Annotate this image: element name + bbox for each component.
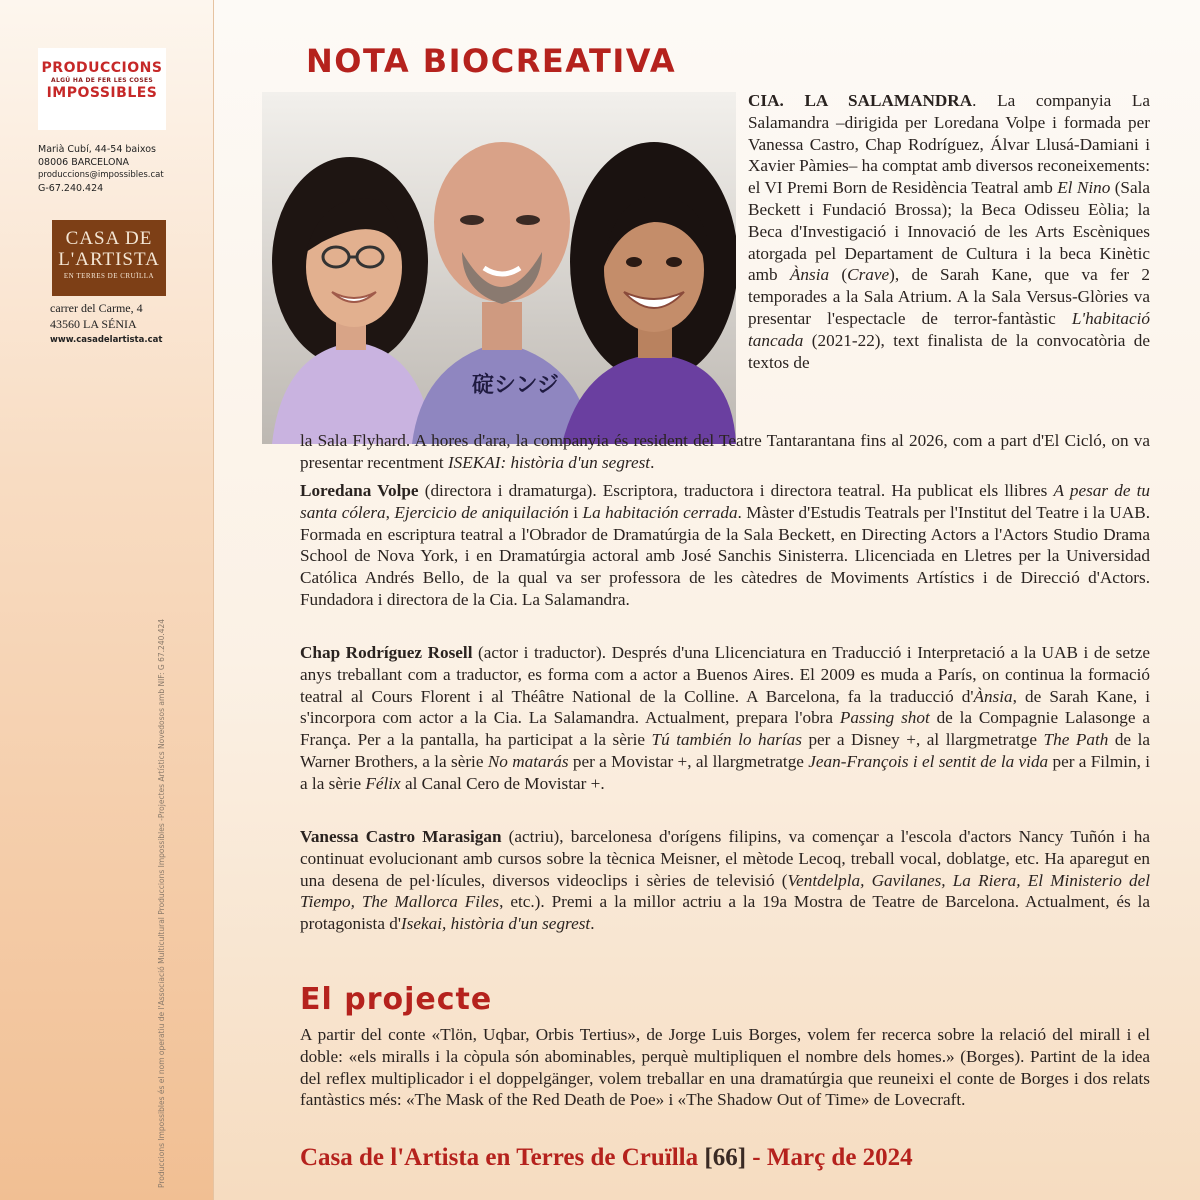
intro-text-1: . La companyia La Salamandra –dirigida per Loredana Volpe i formada per Vanessa Castro, Chap Rodríguez, Álvar Llusá-Damiani i Xavier Pàmies– ha comptat amb diversos reconeixements: el VI Premi Born de Residència Teatral amb (748, 91, 1150, 198)
casa-logo-line-1: CASA DE (65, 228, 153, 249)
bio-text: (actriu), barcelonesa d'orígens filipins, va començar a l'escola d'actors Nancy Tuñón i ha continuat evolucionant amb cursos sobre la tècnica Meisner, el mètode Lecoq, treball vocal, doblatge, etc. Ha aparegut en una desena de pel·lícules, diversos videoclips i sèries de televisió ( (300, 827, 1150, 890)
bio-text: per a Movistar +, al llargmetratge (568, 751, 809, 771)
intro-lead: CIA. LA SALAMANDRA (748, 91, 973, 110)
intro-text-2: (Sala Beckett i Fundació Brossa); la Beca Odisseu Eòlia; la Beca d'Investigació i Innovació de les Arts Escèniques atorgada pel Departament de Cultura i la beca Kinètic amb (748, 178, 1151, 285)
bio-name: Loredana Volpe (300, 481, 419, 500)
footer (300, 1144, 1150, 1172)
bio-loredana (300, 480, 1150, 611)
bio-italic: Ejercicio de aniquilación (394, 502, 569, 522)
bio-text: per a Filmin, i a la sèrie (300, 751, 1151, 793)
bio-text: , (385, 502, 395, 522)
bio-name: Vanessa Castro Marasigan (300, 827, 502, 846)
group-photo-illustration (262, 92, 736, 444)
bio-italic: Félix (365, 773, 401, 793)
casa-website[interactable]: www.casadelartista.cat (50, 335, 163, 345)
bio-italic: Isekai, història d'un segrest (400, 914, 591, 934)
bio-chap (300, 642, 1150, 795)
produccions-address (38, 143, 172, 195)
logo-line-3: IMPOSSIBLES (46, 85, 158, 101)
casa-city: 43560 LA SÉNIA (50, 317, 137, 331)
casa-logo-line-3: EN TERRES DE CRUÏLLA (63, 272, 155, 280)
bio-italic: A pesar de tu santa cólera (300, 481, 1150, 522)
bio-text: per a Disney +, al llargmetratge (801, 730, 1044, 750)
intro-italic-2: Ànsia (789, 265, 830, 285)
bio-text: de la Compagnie Lalasonge a França. Per a la pantalla, ha participat a la sèrie (300, 708, 1150, 750)
address-street: Marià Cubí, 44-54 baixos (38, 144, 156, 155)
bio-italic: Ànsia (973, 686, 1013, 706)
logo-line-1: PRODUCCIONS (41, 60, 163, 76)
footer-right: - Març de 2024 (746, 1144, 913, 1171)
address-nif: G-67.240.424 (38, 183, 104, 194)
bio-text: (actor i traductor). Després d'una Llicenciatura en Traducció i Interpretació a la UAB i de setze anys treballant com a traductor, es forma com a actor a Buenos Aires. El 2009 es muda a París, on continua la formació teatral al Cours Florent i al Théâtre National de la Colline. A Barcelona, fa la traducció d' (300, 643, 1150, 706)
intro-italic-1: El Nino (1057, 178, 1111, 198)
bio-text: . Màster d'Estudis Teatrals per l'Institut del Teatre i la UAB. Formada en escriptura teatral a l'Obrador de Dramatúrgia de la Sala Beckett, en Directing Actors a l'Actors Studio Drama School de Nova York, i en Dramatúrgia actoral amb José Sanchis Sinisterra. Llicenciada en Lletres per la Universidad Católica Andrés Bello, de la qual va ser professora de les càtedres de Moviments Artístics i de Direcció d'Actors. Fundadora i directora de la Cia. La Salamandra. (300, 502, 1151, 609)
intro-right-column (748, 90, 1150, 373)
bio-text: , etc.). Premi a la millor actriu a la 19a Mostra de Teatre de Barcelona. Actualment, és la protagonista d' (300, 892, 1150, 934)
bio-text: de la Warner Brothers, a la sèrie (300, 730, 1150, 771)
casa-artista-logo (52, 220, 166, 296)
bio-italic: La habitación cerrada (582, 502, 738, 522)
legal-note: Produccions Impossibles és el nom operatiu de l'Associació Multicultural Produccions Impossibles -Projectes Artístics Novedosos amb NIF: G 67.240.424 (157, 618, 166, 1188)
bio-vanessa (300, 826, 1150, 935)
svg-text:碇シンジ: 碇シンジ (472, 373, 559, 398)
footer-left: Casa de l'Artista en Terres de Cruïlla (300, 1144, 705, 1171)
bio-text: (directora i dramaturga). Escriptora, traductora i directora teatral. Ha publicat els llibres (418, 481, 1054, 500)
casa-logo-line-2: L'ARTISTA (58, 249, 160, 270)
intro-text-3: ( (829, 265, 848, 285)
project-text: A partir del conte «Tlön, Uqbar, Orbis Tertius», de Jorge Luis Borges, volem fer recerca sobre la relació del mirall i el doble: «els miralls i la còpula són abominables, perquè multipliquen el nombre dels homes.» (Borges). Partint de la idea del reflex multiplicador i el doppelgänger, volem treballar en una dramatúrgia que reuneixi el conte de Borges i dos relats fantàstics més: «The Mask of the Red Death de Poe» i «The Shadow Out of Time» de Lovecraft. (300, 1025, 1150, 1110)
sidebar (0, 0, 214, 1200)
intro-italic-3: Crave (847, 265, 890, 285)
group-photo (262, 92, 736, 444)
produccions-impossibles-logo (38, 48, 166, 130)
bio-text: i (568, 502, 583, 522)
project-heading: El projecte (300, 982, 493, 1017)
bio-text: . (590, 914, 595, 934)
bio-italic: Passing shot (839, 708, 930, 728)
page-title: NOTA BIOCREATIVA (306, 42, 677, 80)
intro-full-text: la Sala Flyhard. A hores d'ara, la companyia és resident del Teatre Tantarantana fins al 2026, com a part d'El Cicló, on va presentar recentment (300, 431, 1150, 472)
bio-italic: Jean-François i el sentit de la vida (808, 751, 1049, 771)
intro-full-width (300, 430, 1150, 474)
bio-italic: Ventdelpla, Gavilanes, La Riera, El Ministerio del Tiempo, The Mallorca Files (300, 870, 1150, 912)
address-email[interactable]: produccions@impossibles.cat (38, 170, 164, 180)
intro-full-italic: ISEKAI: història d'un segrest (447, 452, 651, 472)
bio-italic: The Path (1043, 730, 1109, 750)
bio-italic: Tú también lo harías (651, 730, 802, 750)
bio-italic: No matarás (487, 751, 569, 771)
intro-italic-4: L'habitació tancada (748, 308, 1150, 350)
intro-full-end: . (650, 452, 655, 472)
address-city: 08006 BARCELONA (38, 157, 130, 168)
footer-issue-number: [66] (704, 1144, 747, 1171)
logo-tagline: ALGÚ HA DE FER LES COSES (51, 77, 153, 84)
bio-name: Chap Rodríguez Rosell (300, 643, 473, 662)
intro-text-4: ), de Sarah Kane, que va fer 2 temporades a la Sala Atrium. A la Sala Versus-Glòries va presentar l'espectacle de terror-fantàstic (748, 265, 1150, 328)
bio-text: , de Sarah Kane, i s'incorpora com actor a la Cia. La Salamandra. Actualment, prepara l'obra (300, 686, 1150, 728)
intro-text-5: (2021-22), text finalista de la convocatòria de textos de (748, 330, 1150, 372)
casa-street: carrer del Carme, 4 (50, 301, 143, 315)
bio-text: al Canal Cero de Movistar +. (400, 773, 605, 793)
